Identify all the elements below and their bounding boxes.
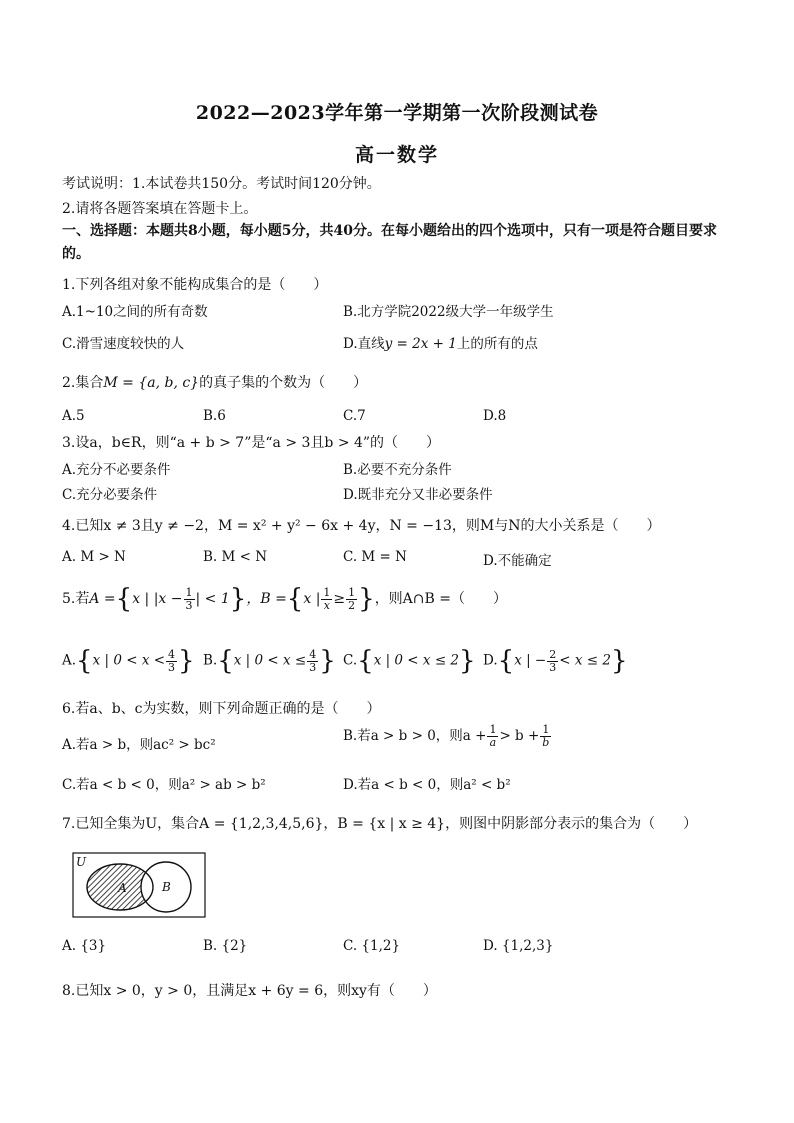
venn-label-b: B	[162, 880, 171, 894]
question-3-option-d[interactable]: D.既非充分又非必要条件	[343, 487, 493, 503]
q5-opt-c-brace-r: }	[459, 646, 476, 676]
q5-opt-a-frac	[166, 649, 177, 674]
q5-b-frac2-d: 2	[348, 598, 356, 612]
q6-b-frac1	[487, 724, 498, 749]
question-1-stem: 1.下列各组对象不能构成集合的是（ ）	[62, 277, 328, 293]
q5-opt-d-frac	[547, 649, 558, 674]
q5-opt-a-brace-r: }	[178, 646, 195, 676]
question-2-option-b[interactable]: B.6	[203, 408, 226, 424]
q1-d-math: y = 2x + 1	[384, 336, 457, 352]
question-7-option-d[interactable]: D. {1,2,3}	[483, 938, 554, 954]
q5-a-def-end: | < 1	[195, 591, 230, 607]
question-2-option-a[interactable]: A.5	[62, 408, 85, 424]
q5-frac	[184, 587, 195, 612]
q5-opt-b-frac	[307, 649, 318, 674]
q5-brace-r2: }	[358, 584, 375, 614]
q5-opt-a-brace-l: {	[76, 646, 93, 676]
q5-opt-d-body2: < x ≤ 2	[559, 652, 611, 669]
q2-math: M = {a, b, c}	[103, 375, 200, 391]
q6-b-mid: > b +	[499, 728, 540, 744]
question-5-option-b[interactable]	[203, 648, 336, 674]
q2-suffix: 的真子集的个数为（ ）	[199, 375, 368, 391]
q5-b-frac2-n: 1	[348, 585, 356, 599]
q5-opt-b-d: 3	[309, 660, 317, 674]
q6-b-n1: 1	[489, 723, 497, 736]
q5-opt-d-d: 3	[549, 660, 557, 674]
q5-a-def-mid: x | |x −	[132, 591, 183, 607]
venn-label-a: A	[118, 881, 127, 895]
q5-b-frac-n: 1	[323, 585, 331, 599]
question-1-option-a[interactable]: A.1~10之间的所有奇数	[62, 304, 208, 320]
question-5-option-d[interactable]	[483, 648, 628, 674]
question-7-option-a[interactable]: A. {3}	[62, 938, 107, 954]
venn-diagram	[72, 852, 208, 920]
q5-opt-a-n: 4	[168, 647, 176, 661]
q5-opt-a-body: x | 0 < x <	[92, 652, 166, 669]
q5-b-frac-d: x	[323, 598, 331, 612]
question-6-option-d[interactable]: D.若a < b < 0，则a² < b²	[343, 777, 511, 793]
q6-b-prefix: B.若a > b > 0，则a +	[343, 728, 487, 744]
page-title: 2022—2023学年第一学期第一次阶段测试卷	[195, 102, 599, 124]
question-4-option-c[interactable]: C. M = N	[343, 549, 407, 565]
q5-opt-c-label: C.	[343, 652, 358, 669]
q1-d-prefix: D.直线	[343, 336, 385, 352]
question-7-stem: 7.已知全集为U，集合A = {1,2,3,4,5,6}，B = {x | x ≥ 4}，则图中阴影部分表示的集合为（ ）	[62, 816, 698, 832]
question-6-option-b[interactable]	[343, 724, 552, 749]
question-2-stem	[62, 372, 367, 392]
q5-frac-d: 3	[185, 598, 193, 612]
venn-label-u: U	[76, 855, 87, 869]
question-2-option-c[interactable]: C.7	[343, 408, 366, 424]
q6-b-d2: b	[542, 736, 550, 749]
q5-opt-d-n: 2	[549, 647, 557, 661]
q5-opt-d-brace-r: }	[610, 646, 628, 676]
q5-opt-b-label: B.	[203, 652, 218, 669]
question-4-stem: 4.已知x ≠ 3且y ≠ −2，M = x² + y² − 6x + 4y，N = −13，则M与N的大小关系是（ ）	[62, 518, 661, 534]
question-5-option-a[interactable]	[62, 648, 195, 674]
question-4-option-a[interactable]: A. M > N	[62, 549, 126, 565]
q5-opt-b-brace-l: {	[217, 646, 234, 676]
instructions-line-2: 2.请将各题答案填在答题卡上。	[62, 201, 258, 217]
q5-b-def-mid: x |	[303, 591, 321, 607]
question-3-option-b[interactable]: B.必要不充分条件	[343, 462, 452, 478]
question-5-stem	[62, 586, 507, 612]
page-subtitle: 高一数学	[354, 144, 439, 166]
q6-b-d1: a	[489, 736, 497, 749]
q5-opt-d-body1: x | −	[514, 652, 547, 669]
question-1-option-b[interactable]: B.北方学院2022级大学一年级学生	[343, 304, 554, 320]
question-7-option-b[interactable]: B. {2}	[203, 938, 248, 954]
question-3-option-a[interactable]: A.充分不必要条件	[62, 462, 171, 478]
instructions-line-1: 考试说明：1.本试卷共150分。考试时间120分钟。	[62, 176, 381, 192]
q5-opt-c-brace-l: {	[357, 646, 374, 676]
q5-opt-c-body: x | 0 < x ≤ 2	[373, 652, 460, 669]
q5-brace-l2: {	[286, 584, 304, 614]
q5-opt-b-brace-r: }	[319, 646, 336, 676]
q5-opt-d-brace-l: {	[497, 646, 515, 676]
question-6-option-c[interactable]: C.若a < b < 0，则a² > ab > b²	[62, 777, 266, 793]
question-3-option-c[interactable]: C.充分必要条件	[62, 487, 158, 503]
q6-b-frac2	[540, 724, 551, 749]
q2-prefix: 2.集合	[62, 375, 104, 391]
section-heading: 一、选择题：本题共8小题，每小题5分，共40分。在每小题给出的四个选项中，只有一项是符合题目要求的。	[62, 223, 717, 262]
question-6-option-a[interactable]: A.若a > b，则ac² > bc²	[62, 737, 216, 753]
q5-opt-b-n: 4	[309, 647, 317, 661]
question-6-stem: 6.若a、b、c为实数，则下列命题正确的是（ ）	[62, 701, 381, 717]
q5-opt-d-label: D.	[483, 652, 498, 669]
q5-brace-l: {	[115, 584, 133, 614]
question-2-option-d[interactable]: D.8	[483, 408, 507, 424]
q5-b-ge: ≥	[333, 591, 346, 607]
question-1-option-c[interactable]: C.滑雪速度较快的人	[62, 336, 185, 352]
question-4-option-d[interactable]: D.不能确定	[483, 553, 552, 569]
q5-suffix: ，则A∩B =（ ）	[374, 591, 507, 607]
q5-a-def-start: A =	[89, 591, 116, 607]
question-4-option-b[interactable]: B. M < N	[203, 549, 268, 565]
q5-b-frac	[321, 587, 332, 612]
q5-frac-n: 1	[185, 585, 193, 599]
q5-opt-b-body: x | 0 < x ≤	[233, 652, 307, 669]
question-8-stem: 8.已知x > 0，y > 0，且满足x + 6y = 6，则xy有（ ）	[62, 983, 437, 999]
question-1-option-d[interactable]	[343, 332, 538, 352]
q1-d-suffix: 上的所有的点	[456, 336, 538, 352]
q5-brace-r: }	[229, 584, 247, 614]
q5-b-def-start: ，B =	[246, 591, 287, 607]
question-3-stem: 3.设a，b∈R，则“a + b > 7”是“a > 3且b > 4”的（ ）	[62, 435, 441, 451]
question-7-option-c[interactable]: C. {1,2}	[343, 938, 401, 954]
q5-opt-a-d: 3	[168, 660, 176, 674]
q5-b-frac2	[346, 587, 357, 612]
q5-opt-a-label: A.	[62, 652, 77, 669]
question-5-option-c[interactable]	[343, 648, 476, 674]
q5-prefix: 5.若	[62, 591, 90, 607]
q6-b-n2: 1	[540, 724, 551, 737]
